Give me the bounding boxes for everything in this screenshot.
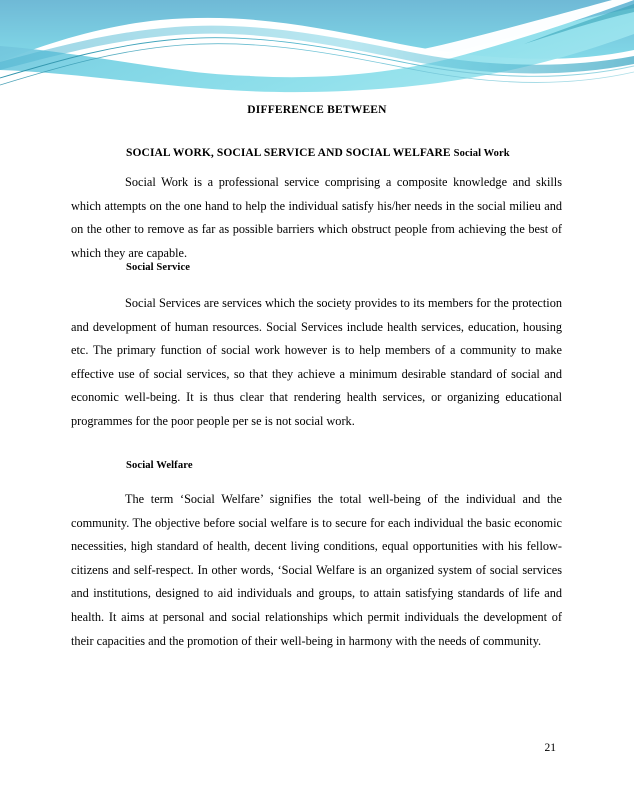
page-number: 21 — [544, 742, 556, 754]
document-subtitle — [126, 147, 586, 159]
paragraph-text: Social Services are services which the society provides to its members for the protection and development of human resources. Social Services include health services, education, housing etc. The primary function of social work however is to help members of a community to make effective use of social services, so that they achieve a minimum desirable standard of social and economic well-being. It is thus clear that rendering health services, or organizing educational programmes for the poor people per se is not social work. — [71, 296, 562, 428]
subtitle-main: SOCIAL WORK, SOCIAL SERVICE AND SOCIAL WELFARE — [126, 147, 454, 159]
paragraph-social-work — [71, 171, 562, 265]
section-heading-social-service: Social Service — [126, 262, 191, 273]
paragraph-social-service — [71, 292, 562, 434]
paragraph-social-welfare — [71, 488, 562, 653]
paragraph-text: The term ‘Social Welfare’ signifies the total well-being of the individual and the community. The objective before social welfare is to secure for each individual the basic economic necessities, high standard of health, decent living conditions, equal opportunities with his fellow-citizens and self-respect. In other words, ‘Social Welfare is an organized system of social services and institutions, designed to aid individuals and groups, to attain satisfying standards of life and health. It aims at personal and social relationships which permit individuals the development of their capacities and the promotion of their well-being in harmony with the needs of community. — [71, 492, 562, 648]
subtitle-trailing-heading: Social Work — [453, 148, 510, 159]
page-title: DIFFERENCE BETWEEN — [247, 104, 387, 116]
paragraph-text: Social Work is a professional service comprising a composite knowledge and skills which attempts on the one hand to help the individual satisfy his/her needs in the social milieu and on the other to remove as far as possible barriers which obstruct people from achieving the best of which they are capable. — [71, 175, 562, 260]
section-heading-social-welfare: Social Welfare — [126, 460, 193, 471]
